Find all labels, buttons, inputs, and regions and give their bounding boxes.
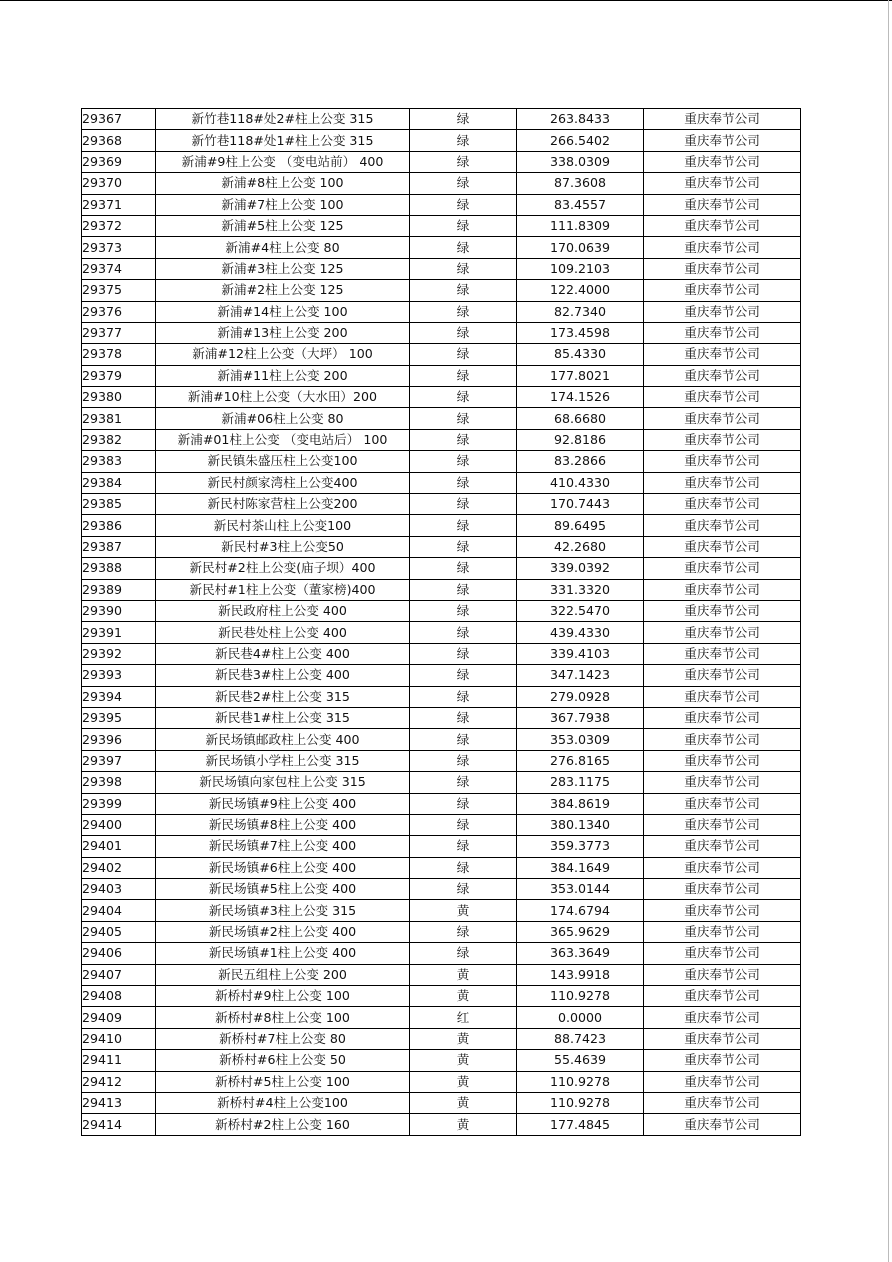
status-cell: 黄	[410, 1050, 517, 1071]
transformer-name-cell: 新民场镇向家包柱上公变 315	[156, 772, 410, 793]
status-cell: 绿	[410, 109, 517, 130]
transformer-name-cell: 新桥村#8柱上公变 100	[156, 1007, 410, 1028]
value-cell: 359.3773	[517, 836, 644, 857]
transformer-name-cell: 新桥村#9柱上公变 100	[156, 986, 410, 1007]
row-id-cell: 29404	[82, 900, 156, 921]
company-cell: 重庆奉节公司	[644, 986, 801, 1007]
table-row	[82, 280, 801, 301]
row-id-cell: 29380	[82, 387, 156, 408]
table-row	[82, 130, 801, 151]
value-cell: 88.7423	[517, 1028, 644, 1049]
company-cell: 重庆奉节公司	[644, 109, 801, 130]
row-id-cell: 29399	[82, 793, 156, 814]
company-cell: 重庆奉节公司	[644, 130, 801, 151]
row-id-cell: 29413	[82, 1092, 156, 1113]
value-cell: 276.8165	[517, 750, 644, 771]
row-id-cell: 29393	[82, 665, 156, 686]
value-cell: 338.0309	[517, 151, 644, 172]
table-row	[82, 600, 801, 621]
transformer-table	[81, 108, 801, 1136]
transformer-name-cell: 新民村#1柱上公变（董家榜)400	[156, 579, 410, 600]
status-cell: 绿	[410, 344, 517, 365]
value-cell: 365.9629	[517, 921, 644, 942]
table-row	[82, 472, 801, 493]
table-row	[82, 344, 801, 365]
row-id-cell: 29371	[82, 194, 156, 215]
row-id-cell: 29375	[82, 280, 156, 301]
row-id-cell: 29373	[82, 237, 156, 258]
value-cell: 0.0000	[517, 1007, 644, 1028]
row-id-cell: 29376	[82, 301, 156, 322]
table-row	[82, 1028, 801, 1049]
company-cell: 重庆奉节公司	[644, 900, 801, 921]
table-row	[82, 151, 801, 172]
row-id-cell: 29367	[82, 109, 156, 130]
status-cell: 黄	[410, 900, 517, 921]
transformer-name-cell: 新桥村#2柱上公变 160	[156, 1114, 410, 1135]
company-cell: 重庆奉节公司	[644, 237, 801, 258]
company-cell: 重庆奉节公司	[644, 643, 801, 664]
status-cell: 绿	[410, 921, 517, 942]
table-row	[82, 215, 801, 236]
value-cell: 174.6794	[517, 900, 644, 921]
status-cell: 绿	[410, 729, 517, 750]
value-cell: 339.4103	[517, 643, 644, 664]
company-cell: 重庆奉节公司	[644, 280, 801, 301]
value-cell: 110.9278	[517, 1071, 644, 1092]
company-cell: 重庆奉节公司	[644, 451, 801, 472]
value-cell: 110.9278	[517, 1092, 644, 1113]
value-cell: 173.4598	[517, 322, 644, 343]
transformer-name-cell: 新民村陈家营柱上公变200	[156, 494, 410, 515]
transformer-name-cell: 新民场镇#9柱上公变 400	[156, 793, 410, 814]
transformer-name-cell: 新民巷4#柱上公变 400	[156, 643, 410, 664]
table-row	[82, 964, 801, 985]
company-cell: 重庆奉节公司	[644, 622, 801, 643]
transformer-name-cell: 新桥村#6柱上公变 50	[156, 1050, 410, 1071]
transformer-name-cell: 新桥村#4柱上公变100	[156, 1092, 410, 1113]
transformer-name-cell: 新浦#2柱上公变 125	[156, 280, 410, 301]
row-id-cell: 29395	[82, 707, 156, 728]
value-cell: 83.4557	[517, 194, 644, 215]
value-cell: 68.6680	[517, 408, 644, 429]
table-row	[82, 558, 801, 579]
value-cell: 92.8186	[517, 429, 644, 450]
status-cell: 绿	[410, 536, 517, 557]
row-id-cell: 29396	[82, 729, 156, 750]
table-row	[82, 750, 801, 771]
value-cell: 347.1423	[517, 665, 644, 686]
table-row	[82, 814, 801, 835]
status-cell: 黄	[410, 1114, 517, 1135]
company-cell: 重庆奉节公司	[644, 301, 801, 322]
transformer-name-cell: 新桥村#5柱上公变 100	[156, 1071, 410, 1092]
company-cell: 重庆奉节公司	[644, 408, 801, 429]
transformer-name-cell: 新浦#13柱上公变 200	[156, 322, 410, 343]
company-cell: 重庆奉节公司	[644, 1007, 801, 1028]
transformer-name-cell: 新竹巷118#处2#柱上公变 315	[156, 109, 410, 130]
transformer-name-cell: 新民村#3柱上公变50	[156, 536, 410, 557]
company-cell: 重庆奉节公司	[644, 814, 801, 835]
table-row	[82, 921, 801, 942]
table-row	[82, 1050, 801, 1071]
company-cell: 重庆奉节公司	[644, 322, 801, 343]
value-cell: 363.3649	[517, 943, 644, 964]
row-id-cell: 29390	[82, 600, 156, 621]
status-cell: 绿	[410, 579, 517, 600]
company-cell: 重庆奉节公司	[644, 600, 801, 621]
value-cell: 177.4845	[517, 1114, 644, 1135]
row-id-cell: 29403	[82, 879, 156, 900]
table-row	[82, 322, 801, 343]
status-cell: 绿	[410, 130, 517, 151]
table-row	[82, 194, 801, 215]
table-row	[82, 622, 801, 643]
row-id-cell: 29382	[82, 429, 156, 450]
transformer-name-cell: 新民政府柱上公变 400	[156, 600, 410, 621]
value-cell: 384.8619	[517, 793, 644, 814]
status-cell: 绿	[410, 173, 517, 194]
table-row	[82, 1071, 801, 1092]
table-row	[82, 707, 801, 728]
transformer-name-cell: 新民巷3#柱上公变 400	[156, 665, 410, 686]
transformer-name-cell: 新民场镇#2柱上公变 400	[156, 921, 410, 942]
company-cell: 重庆奉节公司	[644, 536, 801, 557]
company-cell: 重庆奉节公司	[644, 836, 801, 857]
table-row	[82, 451, 801, 472]
status-cell: 绿	[410, 622, 517, 643]
row-id-cell: 29414	[82, 1114, 156, 1135]
status-cell: 绿	[410, 857, 517, 878]
table-row	[82, 665, 801, 686]
row-id-cell: 29401	[82, 836, 156, 857]
row-id-cell: 29386	[82, 515, 156, 536]
company-cell: 重庆奉节公司	[644, 686, 801, 707]
status-cell: 绿	[410, 836, 517, 857]
table-row	[82, 258, 801, 279]
value-cell: 174.1526	[517, 387, 644, 408]
row-id-cell: 29411	[82, 1050, 156, 1071]
company-cell: 重庆奉节公司	[644, 1050, 801, 1071]
status-cell: 红	[410, 1007, 517, 1028]
row-id-cell: 29387	[82, 536, 156, 557]
status-cell: 绿	[410, 429, 517, 450]
transformer-name-cell: 新民五组柱上公变 200	[156, 964, 410, 985]
transformer-name-cell: 新浦#9柱上公变 （变电站前） 400	[156, 151, 410, 172]
company-cell: 重庆奉节公司	[644, 943, 801, 964]
transformer-name-cell: 新竹巷118#处1#柱上公变 315	[156, 130, 410, 151]
table-row	[82, 729, 801, 750]
company-cell: 重庆奉节公司	[644, 793, 801, 814]
company-cell: 重庆奉节公司	[644, 151, 801, 172]
value-cell: 42.2680	[517, 536, 644, 557]
transformer-name-cell: 新民村#2柱上公变(庙子坝）400	[156, 558, 410, 579]
transformer-name-cell: 新浦#4柱上公变 80	[156, 237, 410, 258]
company-cell: 重庆奉节公司	[644, 665, 801, 686]
status-cell: 黄	[410, 986, 517, 1007]
transformer-name-cell: 新浦#5柱上公变 125	[156, 215, 410, 236]
company-cell: 重庆奉节公司	[644, 365, 801, 386]
row-id-cell: 29398	[82, 772, 156, 793]
transformer-name-cell: 新浦#06柱上公变 80	[156, 408, 410, 429]
table-row	[82, 109, 801, 130]
row-id-cell: 29394	[82, 686, 156, 707]
table-row	[82, 1007, 801, 1028]
row-id-cell: 29384	[82, 472, 156, 493]
row-id-cell: 29388	[82, 558, 156, 579]
status-cell: 绿	[410, 943, 517, 964]
status-cell: 绿	[410, 365, 517, 386]
row-id-cell: 29412	[82, 1071, 156, 1092]
value-cell: 353.0144	[517, 879, 644, 900]
value-cell: 279.0928	[517, 686, 644, 707]
value-cell: 83.2866	[517, 451, 644, 472]
table-row	[82, 301, 801, 322]
status-cell: 绿	[410, 387, 517, 408]
status-cell: 绿	[410, 515, 517, 536]
top-border-line	[0, 0, 892, 1]
table-row	[82, 793, 801, 814]
row-id-cell: 29381	[82, 408, 156, 429]
value-cell: 283.1175	[517, 772, 644, 793]
company-cell: 重庆奉节公司	[644, 879, 801, 900]
status-cell: 绿	[410, 322, 517, 343]
table-row	[82, 365, 801, 386]
company-cell: 重庆奉节公司	[644, 579, 801, 600]
company-cell: 重庆奉节公司	[644, 387, 801, 408]
row-id-cell: 29397	[82, 750, 156, 771]
row-id-cell: 29409	[82, 1007, 156, 1028]
value-cell: 322.5470	[517, 600, 644, 621]
company-cell: 重庆奉节公司	[644, 729, 801, 750]
row-id-cell: 29369	[82, 151, 156, 172]
value-cell: 367.7938	[517, 707, 644, 728]
status-cell: 绿	[410, 237, 517, 258]
value-cell: 87.3608	[517, 173, 644, 194]
table-row	[82, 1092, 801, 1113]
status-cell: 绿	[410, 686, 517, 707]
table-row	[82, 515, 801, 536]
transformer-name-cell: 新浦#01柱上公变 （变电站后） 100	[156, 429, 410, 450]
transformer-name-cell: 新浦#14柱上公变 100	[156, 301, 410, 322]
status-cell: 绿	[410, 558, 517, 579]
value-cell: 110.9278	[517, 986, 644, 1007]
table-row	[82, 836, 801, 857]
transformer-name-cell: 新浦#10柱上公变（大水田）200	[156, 387, 410, 408]
company-cell: 重庆奉节公司	[644, 1028, 801, 1049]
company-cell: 重庆奉节公司	[644, 1071, 801, 1092]
company-cell: 重庆奉节公司	[644, 921, 801, 942]
transformer-name-cell: 新浦#3柱上公变 125	[156, 258, 410, 279]
company-cell: 重庆奉节公司	[644, 472, 801, 493]
value-cell: 384.1649	[517, 857, 644, 878]
table-row	[82, 943, 801, 964]
status-cell: 黄	[410, 1092, 517, 1113]
status-cell: 绿	[410, 879, 517, 900]
transformer-name-cell: 新浦#8柱上公变 100	[156, 173, 410, 194]
status-cell: 绿	[410, 472, 517, 493]
status-cell: 绿	[410, 494, 517, 515]
table-row	[82, 536, 801, 557]
table-row	[82, 1114, 801, 1135]
status-cell: 绿	[410, 665, 517, 686]
row-id-cell: 29370	[82, 173, 156, 194]
table-row	[82, 579, 801, 600]
value-cell: 266.5402	[517, 130, 644, 151]
row-id-cell: 29392	[82, 643, 156, 664]
company-cell: 重庆奉节公司	[644, 750, 801, 771]
transformer-name-cell: 新民场镇#5柱上公变 400	[156, 879, 410, 900]
value-cell: 380.1340	[517, 814, 644, 835]
company-cell: 重庆奉节公司	[644, 344, 801, 365]
status-cell: 绿	[410, 408, 517, 429]
company-cell: 重庆奉节公司	[644, 494, 801, 515]
value-cell: 55.4639	[517, 1050, 644, 1071]
transformer-name-cell: 新民场镇邮政柱上公变 400	[156, 729, 410, 750]
transformer-name-cell: 新桥村#7柱上公变 80	[156, 1028, 410, 1049]
row-id-cell: 29379	[82, 365, 156, 386]
value-cell: 170.0639	[517, 237, 644, 258]
row-id-cell: 29391	[82, 622, 156, 643]
company-cell: 重庆奉节公司	[644, 772, 801, 793]
transformer-name-cell: 新民场镇#8柱上公变 400	[156, 814, 410, 835]
table-row	[82, 429, 801, 450]
row-id-cell: 29374	[82, 258, 156, 279]
status-cell: 绿	[410, 707, 517, 728]
company-cell: 重庆奉节公司	[644, 215, 801, 236]
table-row	[82, 237, 801, 258]
right-border-line	[888, 0, 889, 1262]
value-cell: 109.2103	[517, 258, 644, 279]
row-id-cell: 29368	[82, 130, 156, 151]
value-cell: 143.9918	[517, 964, 644, 985]
status-cell: 绿	[410, 451, 517, 472]
value-cell: 122.4000	[517, 280, 644, 301]
table-row	[82, 879, 801, 900]
table-row	[82, 643, 801, 664]
status-cell: 绿	[410, 258, 517, 279]
row-id-cell: 29406	[82, 943, 156, 964]
value-cell: 111.8309	[517, 215, 644, 236]
status-cell: 绿	[410, 301, 517, 322]
value-cell: 263.8433	[517, 109, 644, 130]
value-cell: 331.3320	[517, 579, 644, 600]
transformer-name-cell: 新民场镇#6柱上公变 400	[156, 857, 410, 878]
company-cell: 重庆奉节公司	[644, 1092, 801, 1113]
row-id-cell: 29405	[82, 921, 156, 942]
transformer-name-cell: 新民村茶山柱上公变100	[156, 515, 410, 536]
transformer-name-cell: 新民场镇小学柱上公变 315	[156, 750, 410, 771]
value-cell: 85.4330	[517, 344, 644, 365]
table-row	[82, 772, 801, 793]
row-id-cell: 29407	[82, 964, 156, 985]
value-cell: 439.4330	[517, 622, 644, 643]
transformer-name-cell: 新民镇朱盛压柱上公变100	[156, 451, 410, 472]
company-cell: 重庆奉节公司	[644, 515, 801, 536]
row-id-cell: 29410	[82, 1028, 156, 1049]
transformer-name-cell: 新民巷2#柱上公变 315	[156, 686, 410, 707]
value-cell: 82.7340	[517, 301, 644, 322]
status-cell: 绿	[410, 750, 517, 771]
status-cell: 黄	[410, 1028, 517, 1049]
status-cell: 绿	[410, 772, 517, 793]
transformer-name-cell: 新民场镇#3柱上公变 315	[156, 900, 410, 921]
table-row	[82, 494, 801, 515]
transformer-name-cell: 新民场镇#7柱上公变 400	[156, 836, 410, 857]
status-cell: 绿	[410, 814, 517, 835]
transformer-name-cell: 新民村颜家湾柱上公变400	[156, 472, 410, 493]
company-cell: 重庆奉节公司	[644, 558, 801, 579]
value-cell: 339.0392	[517, 558, 644, 579]
table-row	[82, 173, 801, 194]
row-id-cell: 29383	[82, 451, 156, 472]
row-id-cell: 29377	[82, 322, 156, 343]
transformer-name-cell: 新民场镇#1柱上公变 400	[156, 943, 410, 964]
table-row	[82, 408, 801, 429]
table-row	[82, 387, 801, 408]
transformer-name-cell: 新民巷1#柱上公变 315	[156, 707, 410, 728]
transformer-name-cell: 新浦#11柱上公变 200	[156, 365, 410, 386]
company-cell: 重庆奉节公司	[644, 857, 801, 878]
transformer-name-cell: 新民巷处柱上公变 400	[156, 622, 410, 643]
company-cell: 重庆奉节公司	[644, 707, 801, 728]
status-cell: 绿	[410, 194, 517, 215]
company-cell: 重庆奉节公司	[644, 429, 801, 450]
transformer-name-cell: 新浦#7柱上公变 100	[156, 194, 410, 215]
row-id-cell: 29389	[82, 579, 156, 600]
row-id-cell: 29400	[82, 814, 156, 835]
table-row	[82, 900, 801, 921]
table-row	[82, 986, 801, 1007]
status-cell: 绿	[410, 151, 517, 172]
transformer-name-cell: 新浦#12柱上公变（大坪） 100	[156, 344, 410, 365]
value-cell: 410.4330	[517, 472, 644, 493]
status-cell: 黄	[410, 1071, 517, 1092]
value-cell: 89.6495	[517, 515, 644, 536]
company-cell: 重庆奉节公司	[644, 964, 801, 985]
company-cell: 重庆奉节公司	[644, 173, 801, 194]
status-cell: 黄	[410, 964, 517, 985]
company-cell: 重庆奉节公司	[644, 258, 801, 279]
table-body	[82, 109, 801, 1136]
table-row	[82, 686, 801, 707]
table-row	[82, 857, 801, 878]
company-cell: 重庆奉节公司	[644, 194, 801, 215]
row-id-cell: 29378	[82, 344, 156, 365]
value-cell: 170.7443	[517, 494, 644, 515]
status-cell: 绿	[410, 600, 517, 621]
status-cell: 绿	[410, 793, 517, 814]
row-id-cell: 29402	[82, 857, 156, 878]
status-cell: 绿	[410, 215, 517, 236]
status-cell: 绿	[410, 643, 517, 664]
row-id-cell: 29372	[82, 215, 156, 236]
row-id-cell: 29385	[82, 494, 156, 515]
value-cell: 177.8021	[517, 365, 644, 386]
status-cell: 绿	[410, 280, 517, 301]
row-id-cell: 29408	[82, 986, 156, 1007]
company-cell: 重庆奉节公司	[644, 1114, 801, 1135]
value-cell: 353.0309	[517, 729, 644, 750]
